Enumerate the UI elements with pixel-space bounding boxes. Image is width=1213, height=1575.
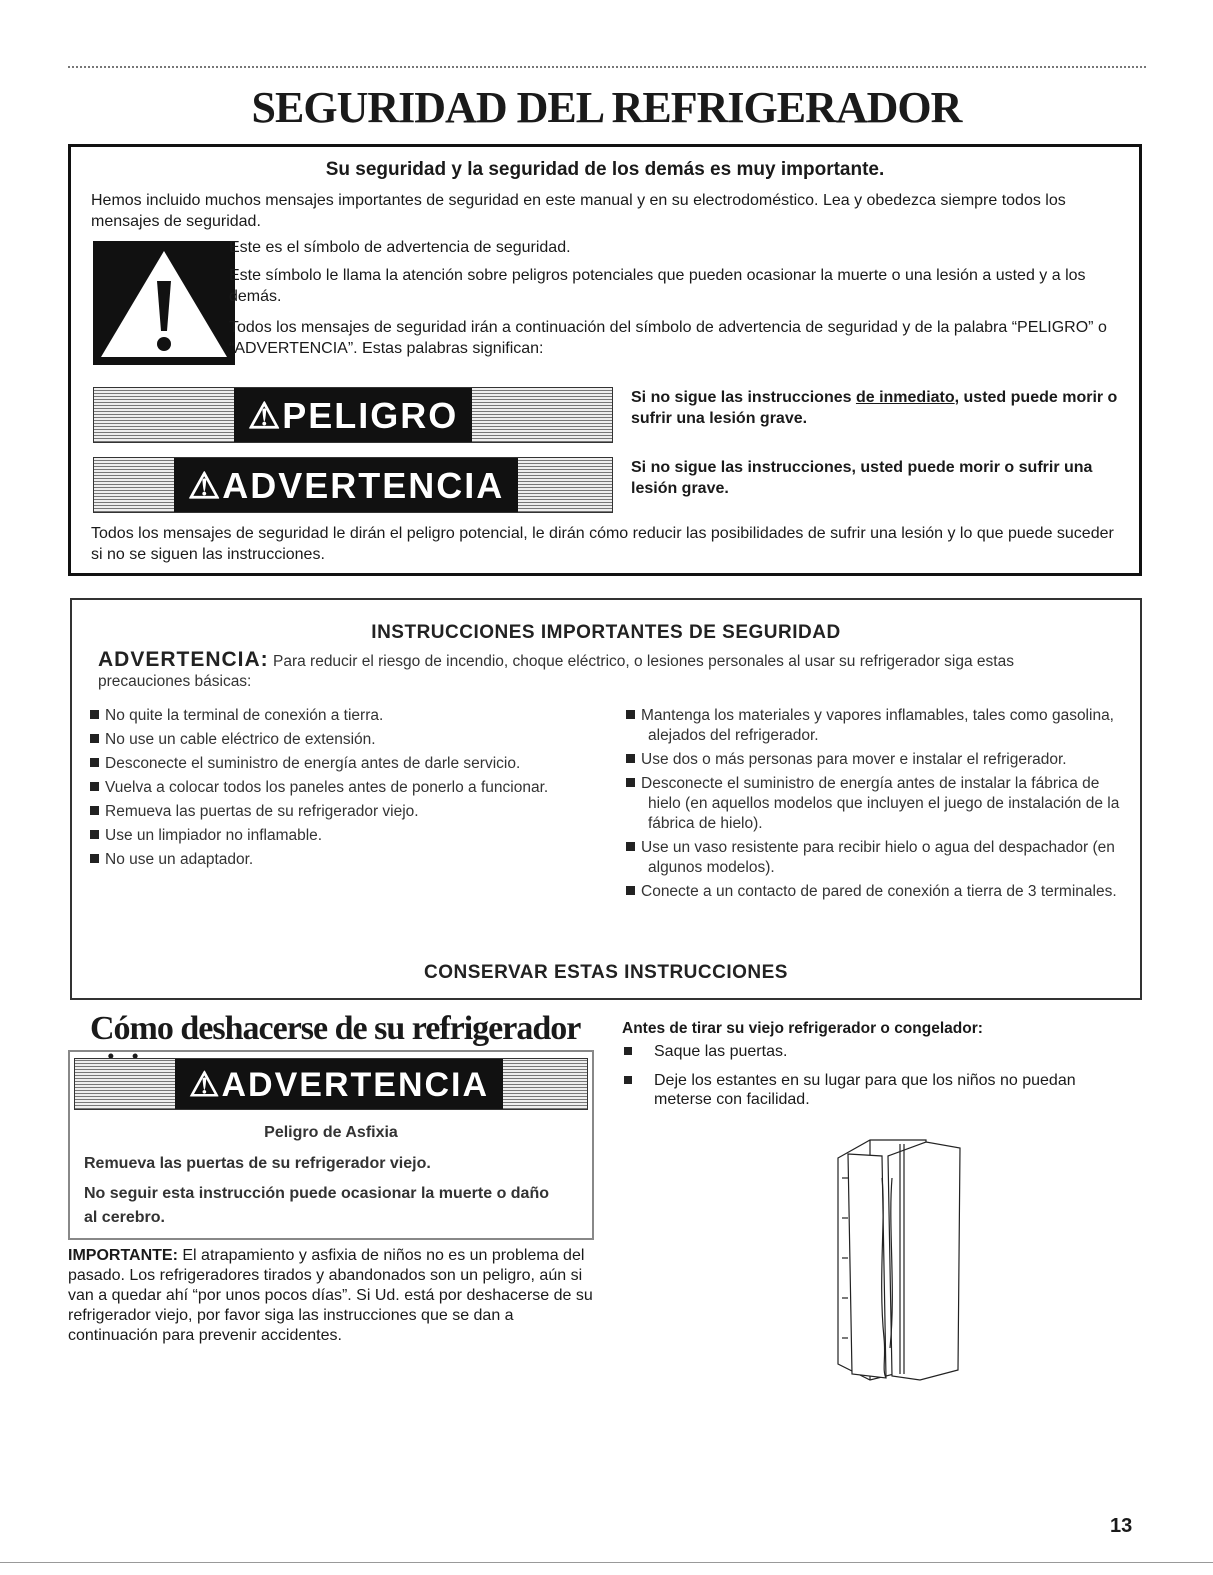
- hazard-name: Peligro de Asfixia: [264, 1124, 398, 1141]
- instructions-warning-text: Para reducir el riesgo de incendio, choque eléctrico, o lesiones personales al usar su refrigerador siga estas precauciones básicas:: [98, 653, 1014, 690]
- list-item: Use dos o más personas para mover e instalar el refrigerador.: [626, 750, 1126, 770]
- safety-intro: Hemos incluido muchos mensajes importantes de seguridad en este manual y en su electrodoméstico. Lea y obedezca siempre todos los mensajes de seguridad.: [91, 192, 1066, 230]
- instructions-box: [70, 598, 1142, 1000]
- instructions-heading: INSTRUCCIONES IMPORTANTES DE SEGURIDAD: [371, 622, 841, 643]
- list-item: Remueva las puertas de su refrigerador viejo.: [90, 802, 570, 822]
- list-item: Desconecte el suministro de energía antes de instalar la fábrica de hielo (en aquellos modelos que incluyen el juego de instalación de la fábrica de hielo).: [626, 774, 1126, 834]
- peligro-text-b: , usted puede morir o sufrir una lesión grave.: [631, 389, 1118, 427]
- safety-box: [68, 144, 1142, 576]
- alert-symbol-icon: ⚠: [248, 395, 283, 436]
- hazard-line-1: Remueva las puertas de su refrigerador viejo.: [84, 1155, 431, 1172]
- hazard-line-2: No seguir esta instrucción puede ocasionar la muerte o daño al cerebro.: [84, 1185, 549, 1226]
- important-paragraph: [68, 1246, 598, 1346]
- list-item: Deje los estantes en su lugar para que los niños no puedan meterse con facilidad.: [622, 1071, 1132, 1109]
- list-item: No quite la terminal de conexión a tierra.: [90, 706, 570, 726]
- list-item: Conecte a un contacto de pared de conexión a tierra de 3 terminales.: [626, 882, 1126, 902]
- instructions-warning-word: ADVERTENCIA:: [98, 648, 269, 671]
- list-item: Vuelva a colocar todos los paneles antes de ponerlo a funcionar.: [90, 778, 570, 798]
- disposal-title: Cómo deshacerse de su refrigerador: [90, 1010, 580, 1047]
- page-title: SEGURIDAD DEL REFRIGERADOR: [251, 83, 962, 132]
- important-word: IMPORTANTE:: [68, 1247, 178, 1264]
- safety-heading: Su seguridad y la seguridad de los demás es muy importante.: [325, 159, 885, 180]
- before-heading: Antes de tirar su viejo refrigerador o congelador:: [622, 1020, 983, 1037]
- top-rule: [68, 66, 1146, 72]
- list-item: Use un vaso resistente para recibir hielo o agua del despachador (en algunos modelos).: [626, 838, 1126, 878]
- instructions-footer: CONSERVAR ESTAS INSTRUCCIONES: [424, 962, 788, 983]
- refrigerator-illustration: [830, 1138, 980, 1383]
- alert-symbol-icon: ⚠: [188, 465, 223, 506]
- list-item: No use un cable eléctrico de extensión.: [90, 730, 570, 750]
- before-list: [622, 1042, 1132, 1109]
- safety-closing: Todos los mensajes de seguridad le dirán el peligro potencial, le dirán cómo reducir las posibilidades de sufrir una lesión y lo que puede suceder si no se siguen las instrucciones.: [91, 525, 1114, 563]
- instructions-warning: [98, 650, 1108, 692]
- peligro-label: PELIGRO: [282, 395, 459, 436]
- warning-triangle-icon: [93, 241, 235, 365]
- list-item: Saque las puertas.: [622, 1042, 1132, 1061]
- list-item: No use un adaptador.: [90, 850, 570, 870]
- list-item: Use un limpiador no inflamable.: [90, 826, 570, 846]
- left-precautions-list: [90, 706, 570, 874]
- asphyxia-warning-box: [68, 1050, 594, 1240]
- list-item: Desconecte el suministro de energía antes de darle servicio.: [90, 754, 570, 774]
- important-text: El atrapamiento y asfixia de niños no es un problema del pasado. Los refrigeradores tirados y abandonados son un peligro, aún si van a quedar ahí “por unos pocos días”. Si Ud. está por deshacerse de su refrigerador viejo, por favor siga las instrucciones que se dan a continuación para prevenir accidentes.: [68, 1247, 593, 1344]
- list-item: Mantenga los materiales y vapores inflamables, tales como gasolina, alejados del refrigerador.: [626, 706, 1126, 746]
- symbol-description: Este símbolo le llama la atención sobre peligros potenciales que pueden ocasionar la muerte o una lesión a usted y a los demás.: [229, 267, 1086, 305]
- peligro-text-a: Si no sigue las instrucciones: [631, 389, 856, 406]
- symbol-line: Este es el símbolo de advertencia de seguridad.: [229, 239, 571, 256]
- advertencia-description: Si no sigue las instrucciones, usted puede morir o sufrir una lesión grave.: [631, 459, 1093, 497]
- peligro-banner: [93, 387, 613, 443]
- advertencia-banner: [93, 457, 613, 513]
- bottom-rule: [0, 1562, 1213, 1563]
- alert-symbol-icon: ⚠: [189, 1066, 222, 1104]
- page-number: 13: [1110, 1515, 1133, 1537]
- signal-words-description: Todos los mensajes de seguridad irán a continuación del símbolo de advertencia de seguridad y de la palabra “PELIGRO” o “ADVERTENCIA”. Estas palabras significan:: [229, 319, 1107, 357]
- peligro-description: [631, 387, 1121, 429]
- right-precautions-list: [626, 706, 1126, 906]
- disposal-banner-label: ADVERTENCIA: [221, 1066, 490, 1104]
- advertencia-label: ADVERTENCIA: [222, 465, 505, 506]
- peligro-text-underlined: de inmediato: [855, 389, 955, 406]
- disposal-advertencia-banner: [74, 1058, 588, 1110]
